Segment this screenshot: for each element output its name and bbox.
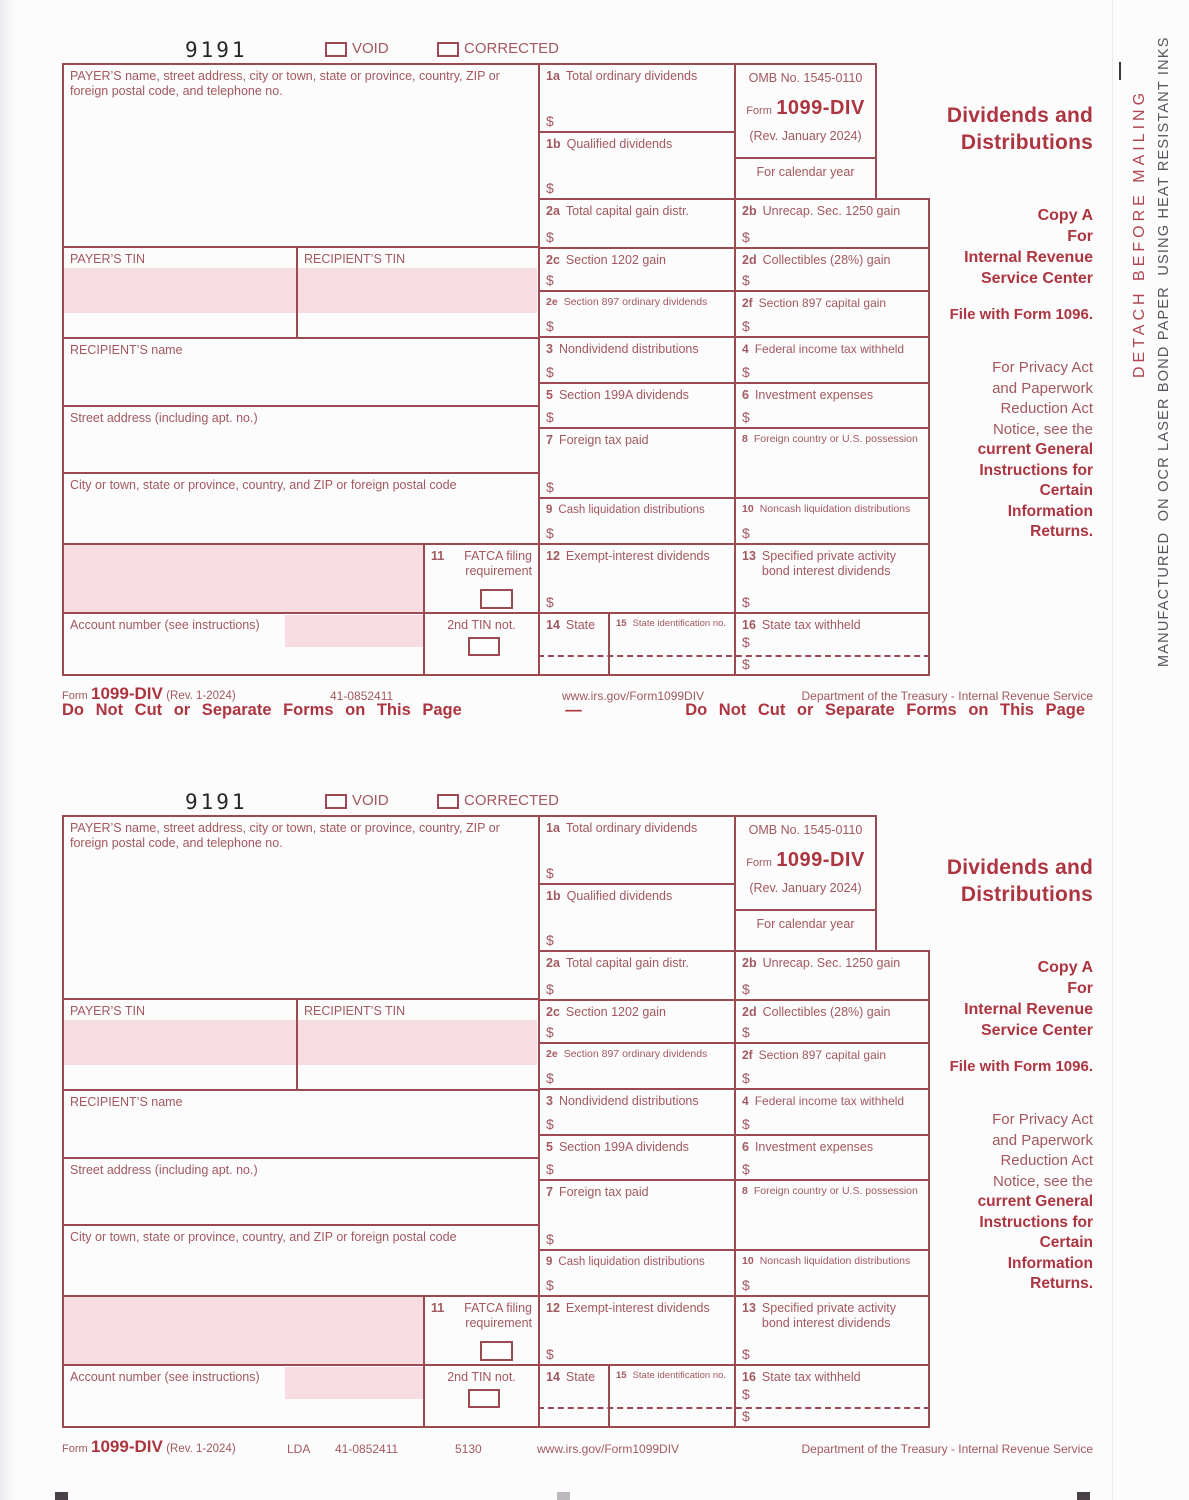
- box-number: 7: [546, 433, 553, 447]
- dollar-sign: $: [546, 981, 554, 997]
- box-label: Section 897 ordinary dividends: [563, 296, 708, 308]
- corrected-label: CORRECTED: [464, 40, 560, 57]
- privacy-line-bold: current General: [977, 441, 1093, 458]
- recipient-tin-label: RECIPIENT’S TIN: [304, 1004, 406, 1018]
- box-label: Unrecap. Sec. 1250 gain: [762, 956, 901, 970]
- second-tin-label: 2nd TIN not.: [447, 1370, 516, 1384]
- box-5-section-199a-dividends[interactable]: [538, 382, 734, 427]
- payer-info-label: PAYER’S name, street address, city or town, state or province, country, ZIP or foreign postal code, and telephone no.: [70, 821, 500, 851]
- dollar-sign: $: [742, 1408, 750, 1424]
- recipient-tin-field[interactable]: [296, 246, 538, 337]
- city-state-zip-label: City or town, state or province, country, and ZIP or foreign postal code: [70, 478, 457, 492]
- box-5-section-199a-dividends[interactable]: [538, 1134, 734, 1179]
- dollar-sign: $: [546, 180, 554, 196]
- box-number: 1b: [546, 889, 561, 903]
- fatca-checkbox[interactable]: [480, 589, 513, 609]
- dollar-sign: $: [546, 364, 554, 380]
- box-16-state-tax-withheld[interactable]: [734, 1364, 930, 1428]
- box-number: 10: [742, 503, 754, 515]
- box-number: 15: [616, 1370, 627, 1381]
- box-number: 1b: [546, 137, 561, 151]
- box-number: 4: [742, 1094, 749, 1108]
- payer-tin-label: PAYER’S TIN: [70, 252, 146, 266]
- fatca-checkbox[interactable]: [480, 1341, 513, 1361]
- box-label: Specified private activity bond interest dividends: [761, 549, 896, 579]
- dollar-sign: $: [546, 932, 554, 948]
- box-label: Collectibles (28%) gain: [762, 1005, 891, 1019]
- box-label: State tax withheld: [761, 618, 861, 632]
- box-number: 2c: [546, 253, 560, 267]
- privacy-line: Notice, see the: [992, 420, 1093, 438]
- omb-box: [734, 815, 877, 950]
- form-word: Form: [746, 857, 772, 869]
- box-label: State identification no.: [632, 618, 727, 629]
- privacy-line-bold: Returns.: [1030, 1275, 1093, 1292]
- box-label: Section 199A dividends: [558, 388, 689, 402]
- box-number: 2b: [742, 956, 757, 970]
- privacy-line-bold: Certain: [1039, 1234, 1093, 1251]
- box-number: 1a: [546, 821, 560, 835]
- omb-divider: [736, 909, 875, 911]
- form-revision: (Rev. 1-2024): [166, 690, 236, 702]
- form-word: Form: [62, 690, 88, 702]
- dollar-sign: $: [546, 865, 554, 881]
- city-state-zip-label: City or town, state or province, country, and ZIP or foreign postal code: [70, 1230, 457, 1244]
- privacy-line: For Privacy Act: [992, 1111, 1093, 1128]
- box-label: Nondividend distributions: [558, 342, 699, 356]
- privacy-line: and Paperwork: [992, 379, 1093, 397]
- dollar-sign: $: [546, 1231, 554, 1247]
- box-14-state[interactable]: [538, 1364, 608, 1428]
- registration-tick-mark: [1119, 62, 1121, 80]
- box-number: 5: [546, 1140, 553, 1154]
- form-title-line2: Distributions: [960, 131, 1093, 154]
- dollar-sign: $: [546, 1277, 554, 1293]
- shaded-reserved-area: [62, 543, 423, 612]
- box-number: 2f: [742, 1048, 753, 1062]
- box-number: 8: [742, 1185, 748, 1197]
- privacy-line-bold: Information: [1007, 1254, 1093, 1272]
- box-label: FATCA filing requirement: [464, 549, 532, 579]
- form-number-block: [736, 849, 875, 872]
- form-word: Form: [62, 1443, 88, 1455]
- dollar-sign: $: [546, 113, 554, 129]
- dollar-sign: $: [742, 594, 750, 610]
- box-13-specified-private-activity[interactable]: [734, 543, 930, 612]
- dollar-sign: $: [742, 318, 750, 334]
- box-label: Foreign tax paid: [558, 433, 649, 447]
- box-2a-total-capital-gain[interactable]: [538, 950, 734, 999]
- box-number: 2d: [742, 253, 757, 267]
- form-revision: (Rev. 1-2024): [166, 1443, 236, 1455]
- omb-number: OMB No. 1545-0110: [748, 71, 863, 85]
- dollar-sign: $: [546, 525, 554, 541]
- box-1a-total-ordinary-dividends[interactable]: [538, 63, 734, 131]
- treasury-department-label: Department of the Treasury - Internal Revenue Service: [801, 1442, 1093, 1456]
- box-label: Section 897 ordinary dividends: [563, 1048, 708, 1060]
- dollar-sign: $: [742, 656, 750, 672]
- calendar-year-label: For calendar year: [756, 917, 855, 931]
- box-label: Section 1202 gain: [565, 253, 666, 267]
- second-tin-cell[interactable]: [423, 1364, 538, 1428]
- box-number: 14: [546, 618, 560, 632]
- recipient-name-field[interactable]: [62, 1089, 538, 1157]
- dollar-sign: $: [742, 229, 750, 245]
- dollar-sign: $: [742, 1346, 750, 1362]
- dollar-sign: $: [742, 1277, 750, 1293]
- box-12-exempt-interest-dividends[interactable]: [538, 543, 734, 612]
- privacy-line-bold: current General: [977, 1193, 1093, 1210]
- box-1a-total-ordinary-dividends[interactable]: [538, 815, 734, 883]
- footer-bottom-form: [0, 1437, 1189, 1459]
- street-address-field[interactable]: [62, 1157, 538, 1224]
- payer-tin-field[interactable]: [62, 246, 296, 337]
- box-number: 7: [546, 1185, 553, 1199]
- box-2e-section-897-ordinary-dividends[interactable]: [538, 1042, 734, 1088]
- box-number: 2e: [546, 1048, 558, 1060]
- box-label: Foreign country or U.S. possession: [753, 433, 918, 445]
- box-label: Federal income tax withheld: [754, 342, 905, 356]
- box-number: 2b: [742, 204, 757, 218]
- form-revision: (Rev. January 2024): [749, 881, 862, 895]
- city-state-zip-field[interactable]: [62, 1224, 538, 1295]
- account-number-field[interactable]: [62, 612, 423, 676]
- box-13-specified-private-activity[interactable]: [734, 1295, 930, 1364]
- box-number: 10: [742, 1255, 754, 1267]
- second-tin-label: 2nd TIN not.: [447, 618, 516, 632]
- form-copy-bottom: [0, 790, 1189, 1460]
- box-number: 13: [742, 1301, 756, 1315]
- box-label: Specified private activity bond interest dividends: [761, 1301, 896, 1331]
- omb-box: [734, 63, 877, 198]
- dollar-sign: $: [742, 525, 750, 541]
- dollar-sign: $: [546, 229, 554, 245]
- dollar-sign: $: [546, 272, 554, 288]
- box-label: Exempt-interest dividends: [565, 549, 710, 563]
- box-1b-qualified-dividends[interactable]: [538, 883, 734, 950]
- box-7-foreign-tax-paid[interactable]: [538, 1179, 734, 1249]
- box-number: 2c: [546, 1005, 560, 1019]
- box-label: Federal income tax withheld: [754, 1094, 905, 1108]
- ocr-scanline-code: 9191: [185, 38, 248, 62]
- box-label: Collectibles (28%) gain: [762, 253, 891, 267]
- box-label: Foreign country or U.S. possession: [753, 1185, 918, 1197]
- box-15-state-identification[interactable]: [608, 1364, 734, 1428]
- box-number: 15: [616, 618, 627, 629]
- form-number: 1099-DIV: [91, 1437, 163, 1456]
- recipient-tin-field[interactable]: [296, 998, 538, 1089]
- dollar-sign: $: [742, 409, 750, 425]
- manufactured-paper-label: MANUFACTURED ON OCR LASER BOND PAPER USING HEAT RESISTANT INKS: [1156, 36, 1172, 667]
- sheet-code: 5130: [455, 1442, 482, 1456]
- box-15-state-identification[interactable]: [608, 612, 734, 676]
- box-9-cash-liquidation-distributions[interactable]: [538, 1249, 734, 1295]
- box-label: Section 199A dividends: [558, 1140, 689, 1154]
- printer-lda-code: LDA: [287, 1442, 311, 1456]
- box-label: Exempt-interest dividends: [565, 1301, 710, 1315]
- box-label: State tax withheld: [761, 1370, 861, 1384]
- box-14-state[interactable]: [538, 612, 608, 676]
- privacy-line-bold: Instructions for: [979, 1213, 1093, 1231]
- box-label: Section 897 capital gain: [758, 296, 887, 310]
- file-with-note: File with Form 1096.: [949, 1058, 1093, 1075]
- privacy-line: Reduction Act: [1000, 1152, 1093, 1169]
- box-number: 2f: [742, 296, 753, 310]
- box-label: Foreign tax paid: [558, 1185, 649, 1199]
- state-row-dashed-divider: [538, 655, 930, 657]
- payer-info-label: PAYER’S name, street address, city or town, state or province, country, ZIP or foreign postal code, and telephone no.: [70, 69, 500, 99]
- box-label: Qualified dividends: [566, 889, 673, 903]
- box-number: 4: [742, 342, 749, 356]
- box-number: 9: [546, 1256, 553, 1268]
- box-label: Nondividend distributions: [558, 1094, 699, 1108]
- dollar-sign: $: [546, 1346, 554, 1362]
- box-number: 2a: [546, 956, 560, 970]
- box-label: Investment expenses: [754, 388, 874, 402]
- box-number: 2e: [546, 296, 558, 308]
- box-number: 8: [742, 433, 748, 445]
- city-state-zip-field[interactable]: [62, 472, 538, 543]
- dollar-sign: $: [546, 409, 554, 425]
- copy-line: Copy A: [1037, 959, 1093, 976]
- box-label: FATCA filing requirement: [464, 1301, 532, 1331]
- privacy-line: For Privacy Act: [992, 359, 1093, 376]
- corrected-label: CORRECTED: [464, 792, 560, 809]
- corrected-checkbox[interactable]: [437, 42, 459, 57]
- account-number-label: Account number (see instructions): [70, 1370, 260, 1384]
- box-number: 11: [431, 1301, 445, 1315]
- copy-line: For: [1067, 228, 1093, 245]
- dollar-sign: $: [546, 1070, 554, 1086]
- do-not-cut-text: Do Not Cut or Separate Forms on This Page: [685, 701, 1085, 719]
- copy-line: Service Center: [980, 270, 1093, 287]
- do-not-cut-text: Do Not Cut or Separate Forms on This Page: [62, 701, 462, 719]
- box-number: 2a: [546, 204, 560, 218]
- do-not-cut-separator: —: [565, 701, 582, 719]
- print-code: 41-0852411: [335, 1442, 399, 1456]
- account-number-label: Account number (see instructions): [70, 618, 260, 632]
- box-9-cash-liquidation-distributions[interactable]: [538, 497, 734, 543]
- box-3-nondividend-distributions[interactable]: [538, 336, 734, 382]
- box-label: Total ordinary dividends: [565, 69, 698, 83]
- box-12-exempt-interest-dividends[interactable]: [538, 1295, 734, 1364]
- second-tin-checkbox[interactable]: [468, 637, 500, 656]
- calendar-year-label: For calendar year: [756, 165, 855, 179]
- account-number-field[interactable]: [62, 1364, 423, 1428]
- box-label: Unrecap. Sec. 1250 gain: [762, 204, 901, 218]
- privacy-line: and Paperwork: [992, 1131, 1093, 1149]
- form-title-line1: Dividends and: [946, 104, 1093, 127]
- dollar-sign: $: [546, 1024, 554, 1040]
- irs-url: www.irs.gov/Form1099DIV: [537, 1442, 680, 1456]
- box-number: 16: [742, 1370, 756, 1384]
- box-number: 2d: [742, 1005, 757, 1019]
- box-number: 13: [742, 549, 756, 563]
- treasury-department-label: Department of the Treasury - Internal Revenue Service: [801, 689, 1093, 703]
- box-number: 1a: [546, 69, 560, 83]
- state-row-dashed-divider: [538, 1407, 930, 1409]
- box-number: 12: [546, 1301, 560, 1315]
- omb-divider: [736, 157, 875, 159]
- form-title: [880, 854, 1093, 908]
- copy-line: Service Center: [980, 1022, 1093, 1039]
- recipient-name-label: RECIPIENT’S name: [70, 1095, 183, 1109]
- cut-mark-center: [557, 1492, 570, 1500]
- dollar-sign: $: [742, 364, 750, 380]
- copy-a-block: [880, 205, 1093, 289]
- void-label: VOID: [352, 792, 389, 809]
- privacy-line-bold: Instructions for: [979, 461, 1093, 479]
- box-label: Cash liquidation distributions: [558, 1256, 705, 1268]
- cut-mark-right: [1077, 1492, 1090, 1500]
- form-number: 1099-DIV: [776, 849, 865, 871]
- cut-mark-left: [55, 1492, 68, 1500]
- copy-line: For: [1067, 980, 1093, 997]
- dollar-sign: $: [742, 1116, 750, 1132]
- privacy-line-bold: Certain: [1039, 482, 1093, 499]
- box-label: State: [565, 618, 596, 632]
- file-with-note: File with Form 1096.: [949, 306, 1093, 323]
- box-number: 5: [546, 388, 553, 402]
- box-number: 3: [546, 342, 553, 356]
- dollar-sign: $: [546, 1161, 554, 1177]
- box-7-foreign-tax-paid[interactable]: [538, 427, 734, 497]
- street-address-field[interactable]: [62, 405, 538, 472]
- box-2c-section-1202-gain[interactable]: [538, 999, 734, 1042]
- box-label: Section 1202 gain: [565, 1005, 666, 1019]
- privacy-line-bold: Returns.: [1030, 523, 1093, 540]
- copy-a-block: [880, 957, 1093, 1041]
- box-label: Investment expenses: [754, 1140, 874, 1154]
- shaded-reserved-area: [62, 1295, 423, 1364]
- print-code: 41-0852411: [330, 689, 394, 703]
- dollar-sign: $: [546, 1116, 554, 1132]
- privacy-line-bold: Information: [1007, 502, 1093, 520]
- corrected-checkbox[interactable]: [437, 794, 459, 809]
- second-tin-cell[interactable]: [423, 612, 538, 676]
- account-entry-shaded-band[interactable]: [285, 1367, 423, 1399]
- box-2a-total-capital-gain[interactable]: [538, 198, 734, 247]
- recipient-name-label: RECIPIENT’S name: [70, 343, 183, 357]
- street-address-label: Street address (including apt. no.): [70, 411, 258, 425]
- void-label: VOID: [352, 40, 389, 57]
- copy-line: Internal Revenue: [964, 1001, 1093, 1018]
- privacy-line: Notice, see the: [992, 1172, 1093, 1190]
- box-label: Section 897 capital gain: [758, 1048, 887, 1062]
- box-label: State: [565, 1370, 596, 1384]
- second-tin-checkbox[interactable]: [468, 1389, 500, 1408]
- box-number: 9: [546, 504, 553, 516]
- form-number: 1099-DIV: [776, 97, 865, 119]
- box-3-nondividend-distributions[interactable]: [538, 1088, 734, 1134]
- detach-before-mailing-label: DETACH BEFORE MAILING: [1131, 88, 1148, 378]
- payer-info-field[interactable]: [62, 63, 538, 246]
- dollar-sign: $: [742, 1161, 750, 1177]
- box-number: 3: [546, 1094, 553, 1108]
- box-number: 16: [742, 618, 756, 632]
- footer-form-id: [62, 1437, 236, 1457]
- box-number: 6: [742, 388, 749, 402]
- form-title-line2: Distributions: [960, 883, 1093, 906]
- dollar-sign: $: [546, 594, 554, 610]
- dollar-sign: $: [742, 981, 750, 997]
- box-16-state-tax-withheld[interactable]: [734, 612, 930, 676]
- box-label: Noncash liquidation distributions: [759, 1255, 911, 1267]
- form-number: 1099-DIV: [91, 684, 163, 703]
- box-label: Total capital gain distr.: [565, 956, 689, 970]
- box-number: 14: [546, 1370, 560, 1384]
- dollar-sign: $: [742, 634, 750, 650]
- box-number: 12: [546, 549, 560, 563]
- form-title-line1: Dividends and: [946, 856, 1093, 879]
- box-11-fatca-filing[interactable]: [423, 543, 538, 612]
- payer-tin-field[interactable]: [62, 998, 296, 1089]
- dollar-sign: $: [742, 272, 750, 288]
- void-checkbox[interactable]: [325, 42, 347, 57]
- form-number-block: [736, 97, 875, 120]
- box-2c-section-1202-gain[interactable]: [538, 247, 734, 290]
- box-label: Total capital gain distr.: [565, 204, 689, 218]
- account-entry-shaded-band[interactable]: [285, 615, 423, 647]
- dollar-sign: $: [742, 1070, 750, 1086]
- irs-url: www.irs.gov/Form1099DIV: [562, 689, 705, 703]
- box-label: Noncash liquidation distributions: [759, 503, 911, 515]
- privacy-line: Reduction Act: [1000, 400, 1093, 417]
- box-11-fatca-filing[interactable]: [423, 1295, 538, 1364]
- payer-tin-label: PAYER’S TIN: [70, 1004, 146, 1018]
- box-label: State identification no.: [632, 1370, 727, 1381]
- box-number: 6: [742, 1140, 749, 1154]
- box-label: Qualified dividends: [566, 137, 673, 151]
- copy-line: Copy A: [1037, 207, 1093, 224]
- do-not-cut-banner: [62, 701, 1085, 720]
- form-word: Form: [746, 105, 772, 117]
- form-title: [880, 102, 1093, 156]
- payer-info-field[interactable]: [62, 815, 538, 998]
- dollar-sign: $: [742, 1024, 750, 1040]
- copy-line: Internal Revenue: [964, 249, 1093, 266]
- void-checkbox[interactable]: [325, 794, 347, 809]
- street-address-label: Street address (including apt. no.): [70, 1163, 258, 1177]
- box-2e-section-897-ordinary-dividends[interactable]: [538, 290, 734, 336]
- privacy-act-notice: [880, 358, 1093, 543]
- ocr-scanline-code: 9191: [185, 790, 248, 814]
- box-1b-qualified-dividends[interactable]: [538, 131, 734, 198]
- box-label: Total ordinary dividends: [565, 821, 698, 835]
- box-label: Cash liquidation distributions: [558, 504, 705, 516]
- dollar-sign: $: [546, 318, 554, 334]
- recipient-name-field[interactable]: [62, 337, 538, 405]
- form-copy-top: [0, 38, 1189, 708]
- recipient-tin-label: RECIPIENT’S TIN: [304, 252, 406, 266]
- dollar-sign: $: [546, 479, 554, 495]
- box-number: 11: [431, 549, 445, 563]
- dollar-sign: $: [742, 1386, 750, 1402]
- omb-number: OMB No. 1545-0110: [748, 823, 863, 837]
- privacy-act-notice: [880, 1110, 1093, 1295]
- form-revision: (Rev. January 2024): [749, 129, 862, 143]
